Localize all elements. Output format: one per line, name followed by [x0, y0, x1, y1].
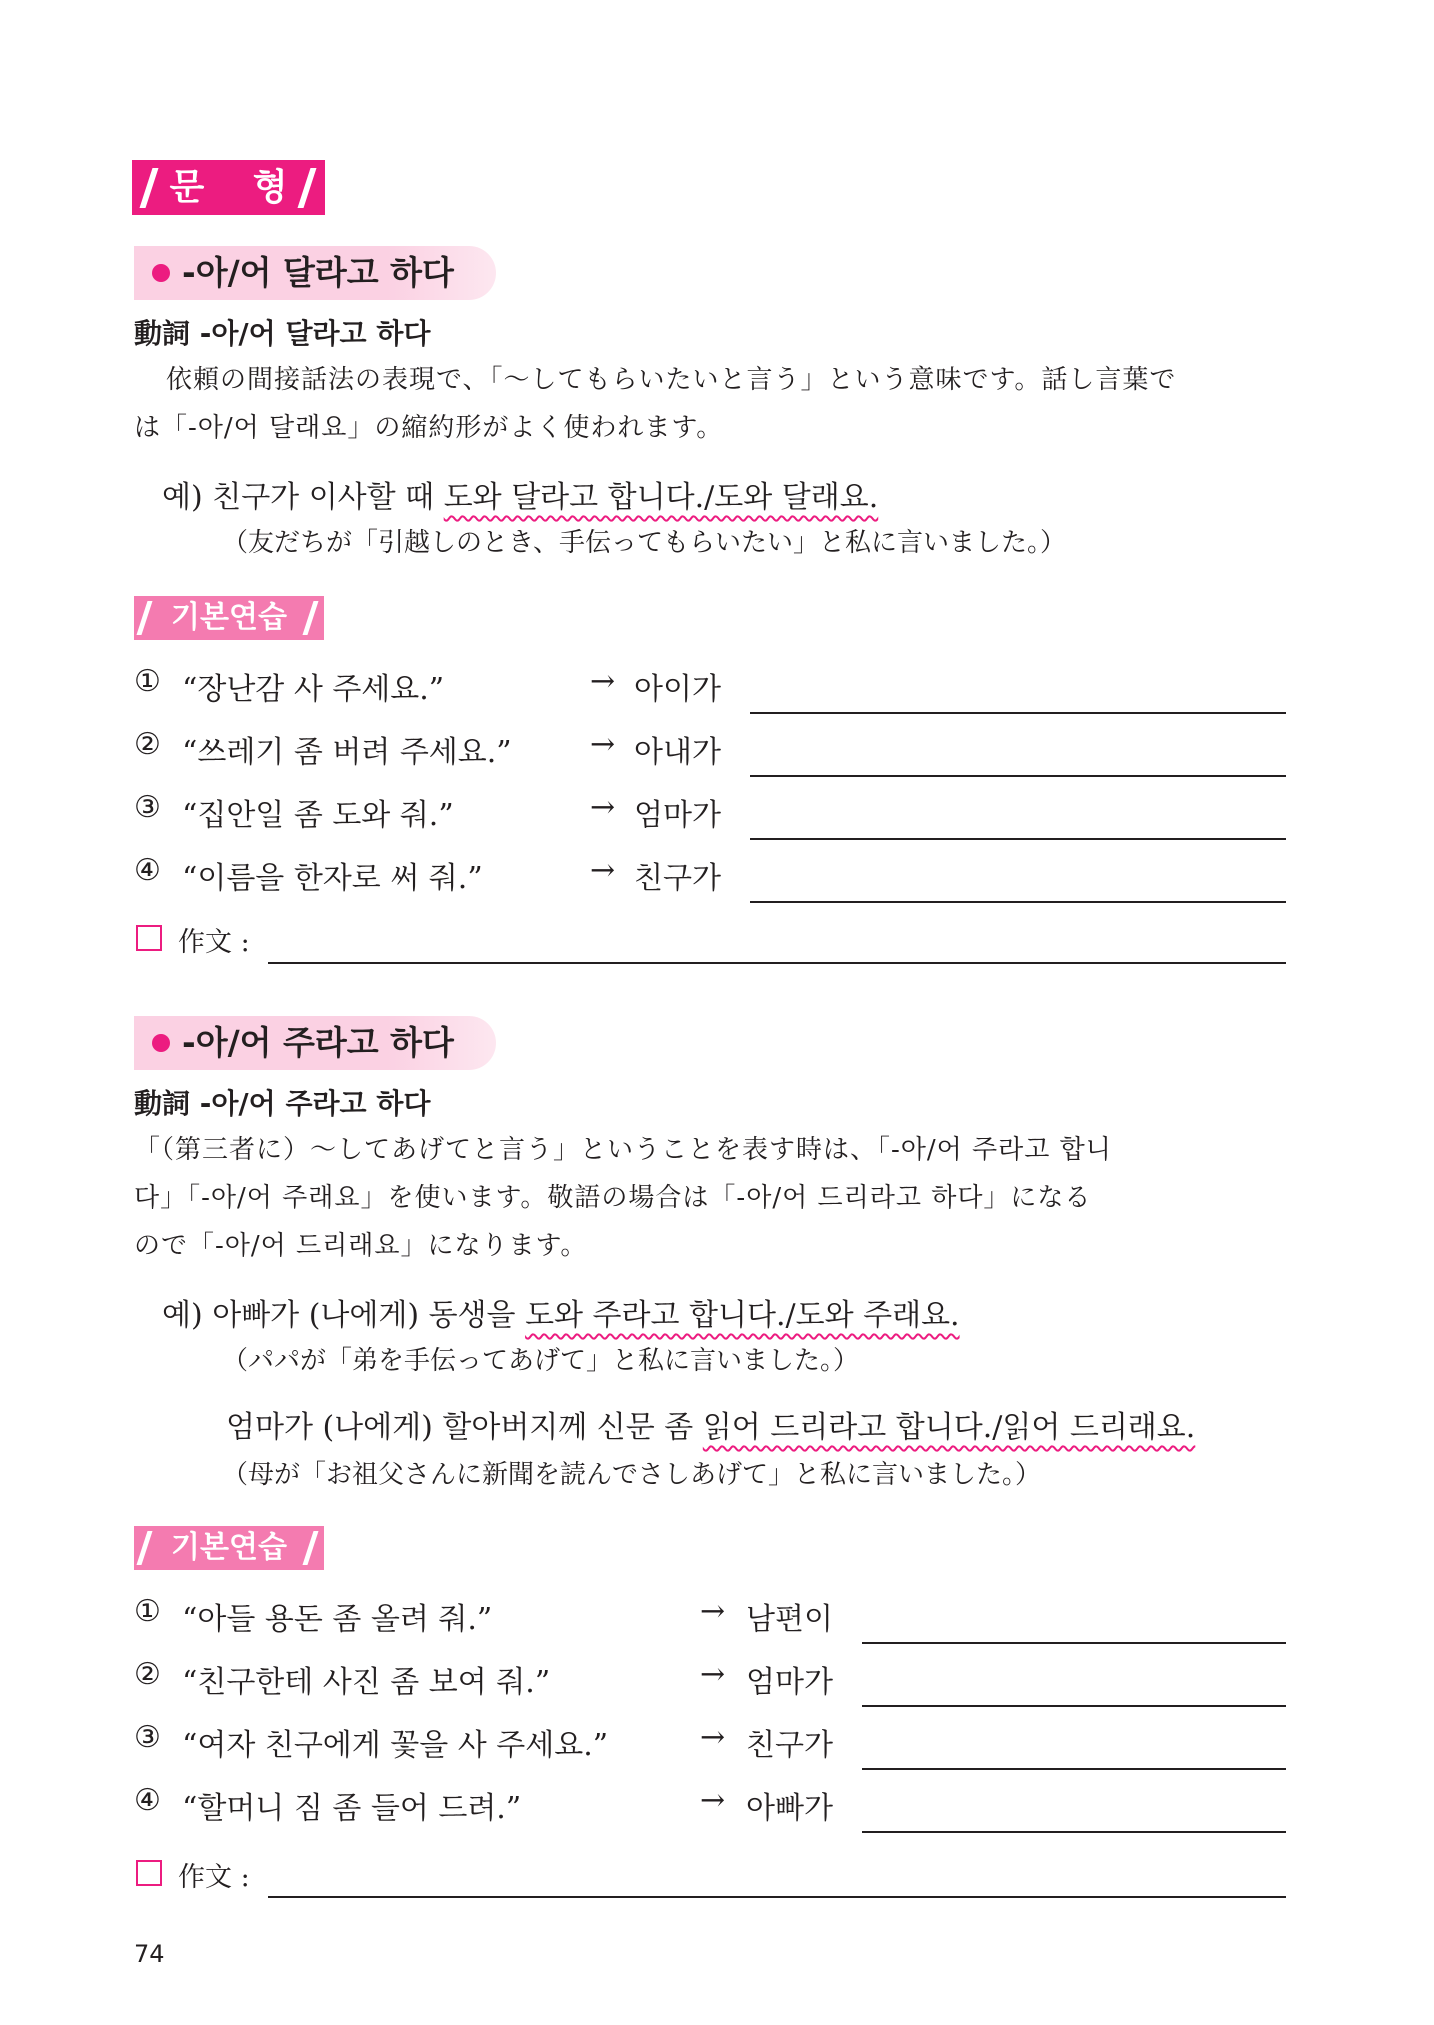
item-subject: 아내가 [634, 735, 721, 770]
practice-label: 기본연습 [171, 1530, 287, 1565]
page-number: 74 [134, 1940, 165, 1968]
practice-tag [134, 1526, 324, 1570]
practice-row [134, 1720, 1286, 1770]
example-sentence [162, 1290, 960, 1334]
grammar-description [134, 1126, 1286, 1270]
item-subject: 엄마가 [634, 798, 721, 833]
item-quote: “아들 용돈 좀 올려 줘.” [182, 1602, 493, 1637]
practice-row [134, 1594, 1286, 1644]
grammar-header-2 [134, 1016, 496, 1070]
item-subject: 친구가 [634, 861, 721, 896]
item-quote: “친구한테 사진 좀 보여 줘.” [182, 1665, 551, 1700]
item-quote: “여자 친구에게 꽃을 사 주세요.” [182, 1728, 609, 1763]
arrow-icon: → [700, 1594, 726, 1629]
example-prefix: 예) 친구가 이사할 때 [162, 480, 444, 515]
composition-label: 作文 : [178, 927, 250, 958]
grammar-description [134, 356, 1286, 452]
item-number: ① [134, 1594, 161, 1629]
item-subject: 엄마가 [746, 1665, 833, 1700]
item-number: ④ [134, 853, 161, 888]
example-sentence [162, 472, 878, 516]
answer-line[interactable] [750, 775, 1286, 777]
item-number: ① [134, 664, 161, 699]
practice-row [134, 664, 1286, 714]
example-emphasis: 읽어 드리라고 합니다./읽어 드리래요. [702, 1410, 1196, 1445]
answer-line[interactable] [862, 1705, 1286, 1707]
item-subject: 친구가 [746, 1728, 833, 1763]
arrow-icon: → [590, 664, 616, 699]
answer-line[interactable] [862, 1831, 1286, 1833]
composition-label: 作文 : [178, 1862, 250, 1893]
composition-line[interactable] [268, 1896, 1286, 1898]
answer-line[interactable] [862, 1642, 1286, 1644]
checkbox-icon[interactable] [136, 925, 162, 951]
item-subject: 아빠가 [746, 1791, 833, 1826]
item-subject: 남편이 [746, 1602, 833, 1637]
item-quote: “이름을 한자로 써 줘.” [182, 861, 483, 896]
practice-tag [134, 596, 324, 640]
arrow-icon: → [590, 853, 616, 888]
item-quote: “집안일 좀 도와 줘.” [182, 798, 454, 833]
arrow-icon: → [700, 1720, 726, 1755]
description-line: ので「-아/어 드리래요」になります。 [134, 1231, 588, 1261]
example-translation: （友だちが「引越しのとき、手伝ってもらいたい」と私に言いました。） [222, 528, 1066, 558]
item-number: ② [134, 1657, 161, 1692]
grammar-header-text: -아/어 달라고 하다 [182, 253, 454, 292]
answer-line[interactable] [750, 838, 1286, 840]
answer-line[interactable] [750, 901, 1286, 903]
arrow-icon: → [700, 1657, 726, 1692]
practice-row [134, 727, 1286, 777]
grammar-pattern: 動詞 -아/어 주라고 하다 [134, 1087, 431, 1120]
practice-row [134, 1657, 1286, 1707]
practice-row [134, 853, 1286, 903]
item-number: ④ [134, 1783, 161, 1818]
description-line: 「（第三者に）～してあげてと言う」ということを表す時は、「-아/어 주라고 합니 [134, 1135, 1112, 1165]
answer-line[interactable] [750, 712, 1286, 714]
practice-row [134, 1783, 1286, 1833]
grammar-header-text: -아/어 주라고 하다 [182, 1023, 454, 1062]
item-quote: “장난감 사 주세요.” [182, 672, 445, 707]
example-emphasis: 도와 달라고 합니다./도와 달래요. [443, 480, 879, 515]
example-translation: （パパが「弟を手伝ってあげて」と私に言いました。） [222, 1346, 860, 1376]
practice-row [134, 790, 1286, 840]
example-translation: （母が「お祖父さんに新聞を読んでさしあげて」と私に言いました。） [222, 1460, 1042, 1490]
composition-line[interactable] [268, 962, 1286, 964]
description-line: は「-아/어 달래요」の縮約形がよく使われます。 [134, 413, 724, 443]
description-line: 다」「-아/어 주래요」を使います。敬語の場合は「-아/어 드리라고 하다」になる [134, 1183, 1092, 1213]
grammar-header-1 [134, 246, 496, 300]
checkbox-icon[interactable] [136, 1860, 162, 1886]
item-number: ③ [134, 790, 161, 825]
item-subject: 아이가 [634, 672, 721, 707]
practice-label: 기본연습 [171, 600, 287, 635]
item-quote: “할머니 짐 좀 들어 드려.” [182, 1791, 522, 1826]
bullet-dot-icon [152, 1034, 170, 1052]
bullet-dot-icon [152, 264, 170, 282]
example-emphasis: 도와 주라고 합니다./도와 주래요. [525, 1298, 960, 1333]
example-sentence [226, 1402, 1195, 1446]
arrow-icon: → [590, 790, 616, 825]
section-title: 문 형 [169, 167, 306, 208]
answer-line[interactable] [862, 1768, 1286, 1770]
item-number: ③ [134, 1720, 161, 1755]
grammar-pattern: 動詞 -아/어 달라고 하다 [134, 317, 431, 350]
example-prefix: 예) 아빠가 (나에게) 동생을 [162, 1298, 526, 1333]
arrow-icon: → [590, 727, 616, 762]
section-banner [132, 160, 325, 215]
arrow-icon: → [700, 1783, 726, 1818]
item-quote: “쓰레기 좀 버려 주세요.” [182, 735, 512, 770]
description-line: 依頼の間接話法の表現で、「～してもらいたいと言う」という意味です。話し言葉で [166, 365, 1177, 395]
example-prefix: 엄마가 (나에게) 할아버지께 신문 좀 [226, 1410, 703, 1445]
item-number: ② [134, 727, 161, 762]
